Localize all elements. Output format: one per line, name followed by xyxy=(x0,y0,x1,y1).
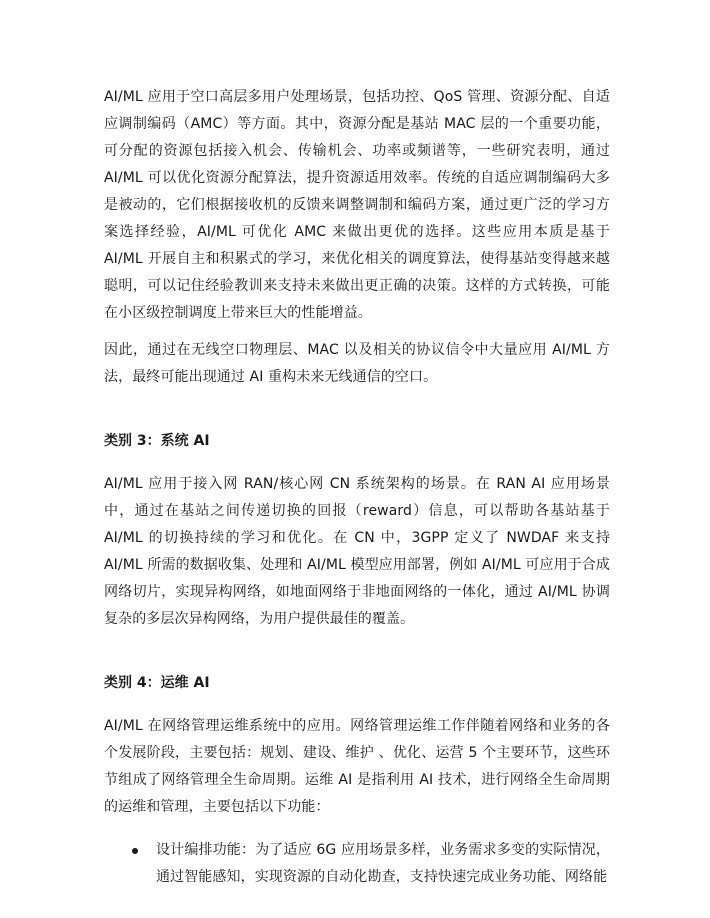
heading-category-3-system-ai: 类别 3：系统 AI xyxy=(104,433,210,449)
bullet-text-design-orchestration: 设计编排功能：为了适应 6G 应用场景多样，业务需求多变的实际情况，通过智能感知，实现资源的自动化勘查，支持快速完成业务功能、网络能 xyxy=(156,842,610,885)
paragraph-ops-ai: AI/ML 在网络管理运维系统中的应用。网络管理运维工作伴随着网络和业务的各个发展阶段，主要包括：规划、建设、维护 、优化、运营 5 个主要环节，这些环节组成了网络管理全生命周期。运维 AI 是指利用 AI 技术，进行网络全生命周期的运维和管理，主要包括以下功能： xyxy=(104,718,610,815)
paragraph-ai-air-interface-conclusion: 因此，通过在无线空口物理层、MAC 以及相关的协议信令中大量应用 AI/ML 方法，最终可能出现通过 AI 重构未来无线通信的空口。 xyxy=(104,342,610,385)
paragraph-system-ai: AI/ML 应用于接入网 RAN/核心网 CN 系统架构的场景。在 RAN AI 应用场景中，通过在基站之间传递切换的回报（reward）信息，可以帮助各基站基于 AI/ML 的切换持续的学习和优化。在 CN 中，3GPP 定义了 NWDAF 来支持 AI/ML 所需的数据收集、处理和 AI/ML 模型应用部署，例如 AI/ML 可应用于合成网络切片，实现异构网络，如地面网络于非地面网络的一体化，通过 AI/ML 协调复杂的多层次异构网络，为用户提供最佳的覆盖。 xyxy=(104,476,610,627)
paragraph-amc-resource-allocation: AI/ML 应用于空口高层多用户处理场景，包括功控、QoS 管理、资源分配、自适应调制编码（AMC）等方面。其中，资源分配是基站 MAC 层的一个重要功能，可分配的资源包括接入机会、传输机会、功率或频谱等，一些研究表明，通过 AI/ML 可以优化资源分配算法，提升资源适用效率。传统的自适应调制编码大多是被动的，它们根据接收机的反馈来调整调制和编码方案，通过更广泛的学习方案选择经验，AI/ML 可优化 AMC 来做出更优的选择。这些应用本质是基于 AI/ML 开展自主和积累式的学习，来优化相关的调度算法，使得基站变得越来越聪明，可以记住经验教训来支持未来做出更正确的决策。这样的方式转换，可能在小区级控制调度上带来巨大的性能增益。 xyxy=(104,89,610,321)
heading-category-4-ops-ai: 类别 4：运维 AI xyxy=(104,675,210,691)
list-item xyxy=(104,837,610,891)
bullet-dot-icon xyxy=(132,848,138,854)
bullet-list xyxy=(104,837,610,891)
